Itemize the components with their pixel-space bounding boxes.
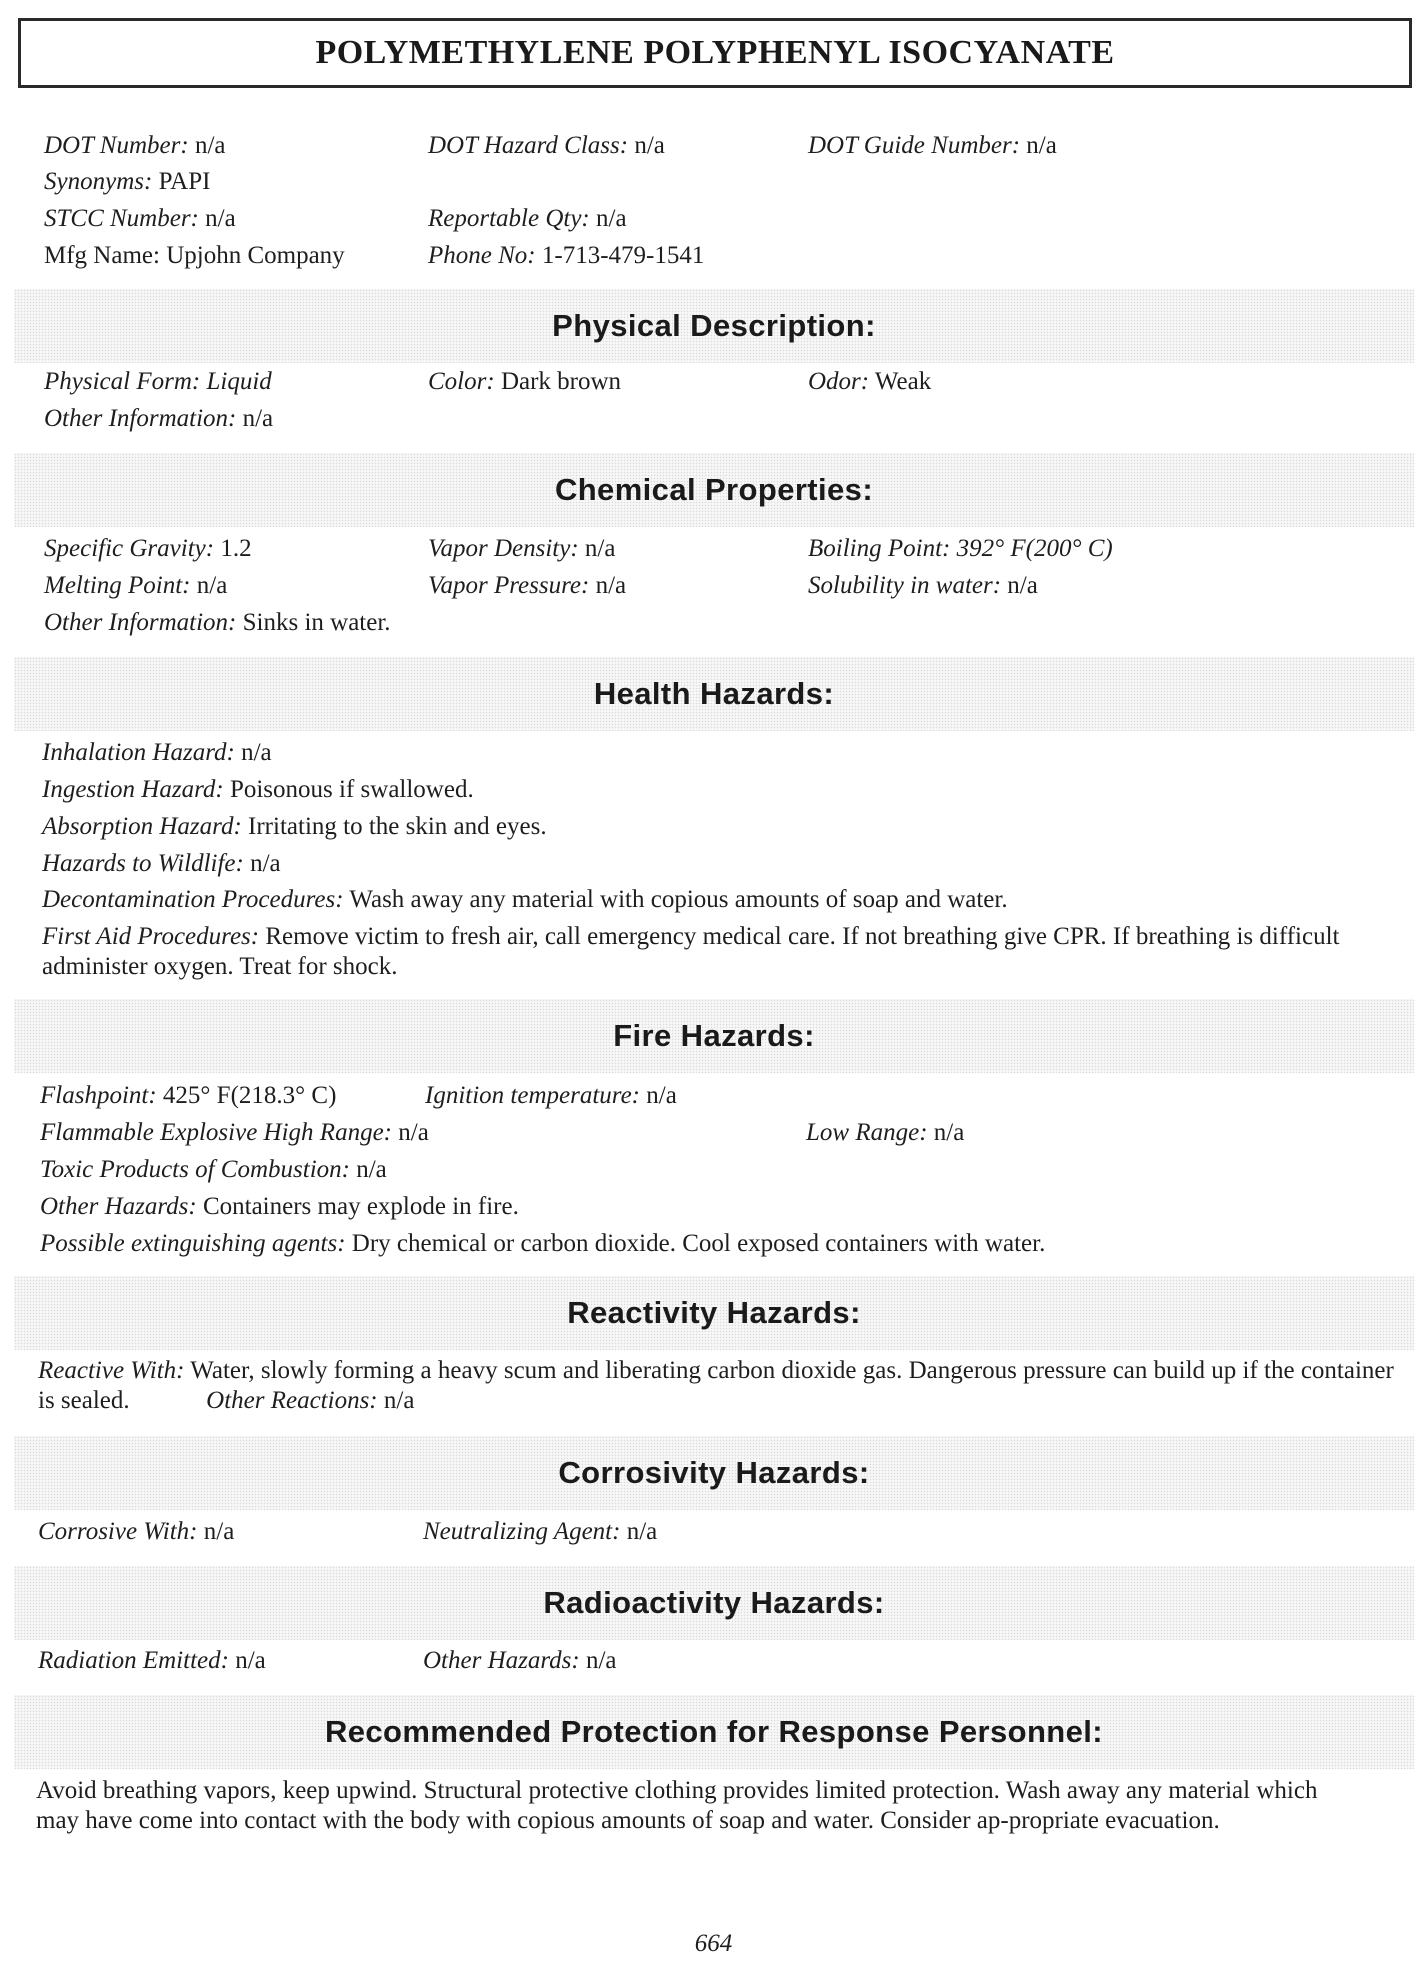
radioactivity-other-hazards-field [423, 1646, 617, 1676]
stcc-number-label: STCC Number: [44, 205, 199, 232]
first-aid-field [42, 922, 1402, 982]
reportable-qty-label: Reportable Qty: [428, 205, 590, 232]
synonyms-field [44, 167, 210, 197]
dot-hazard-class-field [428, 131, 665, 161]
vapor-pressure-value: n/a [595, 572, 627, 599]
toxic-products-field [40, 1155, 387, 1185]
dot-hazard-class-value: n/a [634, 132, 665, 159]
toxic-products-label: Toxic Products of Combustion: [40, 1156, 350, 1183]
reportable-qty-field [428, 204, 627, 234]
ingestion-hazard-label: Ingestion Hazard: [42, 776, 224, 803]
dot-guide-number-label: DOT Guide Number: [808, 132, 1021, 159]
low-range-label: Low Range: [806, 1119, 928, 1146]
flashpoint-label: Flashpoint: [40, 1082, 157, 1109]
stcc-number-value: n/a [205, 205, 236, 232]
boiling-point-label: Boiling Point: 392° F(200° C) [808, 535, 1113, 562]
reactivity-hazards-heading-band [14, 1276, 1414, 1350]
health-hazards-heading-band [14, 657, 1414, 731]
vapor-density-label: Vapor Density: [428, 535, 579, 562]
chemical-other-info-value: Sinks in water. [242, 609, 391, 636]
odor-label: Odor: [808, 368, 870, 395]
reactive-with-field [38, 1356, 1400, 1416]
inhalation-hazard-label: Inhalation Hazard: [42, 739, 235, 766]
corrosive-with-value: n/a [203, 1518, 235, 1545]
odor-field [808, 367, 931, 397]
melting-point-value: n/a [196, 572, 228, 599]
title-box [18, 18, 1412, 88]
neutralizing-agent-value: n/a [626, 1518, 658, 1545]
radioactivity-other-hazards-label: Other Hazards: [423, 1647, 580, 1674]
color-value: Dark brown [500, 368, 622, 395]
low-range-field [806, 1118, 964, 1148]
toxic-products-value: n/a [356, 1156, 387, 1183]
dot-guide-number-value: n/a [1026, 132, 1057, 159]
physical-form-label: Physical Form: Liquid [44, 368, 272, 395]
radiation-emitted-field [38, 1646, 266, 1676]
physical-description-heading: Physical Description: [552, 308, 876, 343]
melting-point-label: Melting Point: [44, 572, 191, 599]
fire-other-hazards-value: Containers may explode in fire. [202, 1193, 519, 1220]
mfg-name-field [44, 241, 345, 271]
decontamination-field [42, 885, 1008, 915]
radioactivity-other-hazards-value: n/a [585, 1647, 617, 1674]
corrosive-with-label: Corrosive With: [38, 1518, 198, 1545]
page-number: 664 [694, 1930, 733, 1957]
health-hazards-heading: Health Hazards: [593, 676, 835, 711]
wildlife-hazard-field [42, 849, 281, 879]
vapor-density-field [428, 534, 615, 564]
reportable-qty-value: n/a [596, 205, 627, 232]
absorption-hazard-value: Irritating to the skin and eyes. [248, 813, 547, 840]
melting-point-field [44, 571, 227, 601]
specific-gravity-field [44, 534, 252, 564]
decontamination-label: Decontamination Procedures: [42, 886, 344, 913]
page-title: POLYMETHYLENE POLYPHENYL ISOCYANATE [315, 34, 1115, 71]
corrosivity-hazards-heading: Corrosivity Hazards: [558, 1455, 870, 1490]
wildlife-hazard-label: Hazards to Wildlife: [42, 850, 244, 877]
fire-hazards-heading-band [14, 999, 1414, 1073]
ignition-temperature-field [425, 1081, 677, 1111]
protection-heading: Recommended Protection for Response Personnel: [324, 1714, 1104, 1749]
physical-other-info-label: Other Information: [44, 405, 237, 432]
other-reactions-value: n/a [383, 1387, 415, 1414]
decontamination-value: Wash away any material with copious amounts of soap and water. [349, 886, 1008, 913]
ignition-temperature-value: n/a [646, 1082, 677, 1109]
specific-gravity-value: 1.2 [220, 535, 252, 562]
radiation-emitted-value: n/a [235, 1647, 266, 1674]
boiling-point-field [808, 534, 1113, 564]
first-aid-label: First Aid Procedures: [42, 923, 260, 950]
solubility-label: Solubility in water: [808, 572, 1002, 599]
dot-number-value: n/a [194, 132, 226, 159]
vapor-density-value: n/a [584, 535, 616, 562]
extinguishing-agents-label: Possible extinguishing agents: [40, 1230, 346, 1257]
flashpoint-field [40, 1081, 336, 1111]
physical-other-info-field [44, 404, 273, 434]
radiation-emitted-label: Radiation Emitted: [38, 1647, 229, 1674]
phone-no-value: 1-713-479-1541 [541, 242, 705, 269]
low-range-value: n/a [933, 1119, 965, 1146]
dot-guide-number-field [808, 131, 1057, 161]
reactive-with-value: Water, slowly forming a heavy scum and liberating carbon dioxide gas. Dangerous pressure can build up if the container is sealed. [38, 1357, 1394, 1414]
dot-number-label: DOT Number: [44, 132, 189, 159]
synonyms-value: PAPI [158, 168, 211, 195]
neutralizing-agent-field [423, 1517, 657, 1547]
corrosive-with-field [38, 1517, 234, 1547]
solubility-field [808, 571, 1038, 601]
specific-gravity-label: Specific Gravity: [44, 535, 215, 562]
protection-heading-band [14, 1695, 1414, 1769]
fire-other-hazards-label: Other Hazards: [40, 1193, 197, 1220]
chemical-properties-heading-band [14, 453, 1414, 527]
chemical-other-info-label: Other Information: [44, 609, 237, 636]
inhalation-hazard-field [42, 738, 272, 768]
color-field [428, 367, 621, 397]
corrosivity-hazards-heading-band [14, 1436, 1414, 1510]
odor-value: Weak [874, 368, 932, 395]
color-label: Color: [428, 368, 495, 395]
physical-other-info-value: n/a [242, 405, 274, 432]
synonyms-label: Synonyms: [44, 168, 153, 195]
other-reactions-label: Other Reactions: [206, 1387, 378, 1414]
extinguishing-agents-field [40, 1229, 1045, 1259]
high-range-value: n/a [398, 1119, 429, 1146]
reactive-with-label: Reactive With: [38, 1357, 185, 1384]
high-range-field [40, 1118, 429, 1148]
protection-text: Avoid breathing vapors, keep upwind. Structural protective clothing provides limited protection. Wash away any material which may have come into contact with the body with copious amounts of soap and water. Consider ap-propriate evacuation. [36, 1777, 1318, 1834]
mfg-name-value: Upjohn Company [166, 242, 345, 269]
ignition-temperature-label: Ignition temperature: [425, 1082, 641, 1109]
chemical-other-info-field [44, 608, 391, 638]
wildlife-hazard-value: n/a [250, 850, 281, 877]
physical-description-heading-band [14, 289, 1414, 363]
dot-number-field [44, 131, 226, 161]
stcc-number-field [44, 204, 236, 234]
fire-other-hazards-field [40, 1192, 519, 1222]
absorption-hazard-label: Absorption Hazard: [42, 813, 242, 840]
neutralizing-agent-label: Neutralizing Agent: [423, 1518, 621, 1545]
vapor-pressure-label: Vapor Pressure: [428, 572, 590, 599]
vapor-pressure-field [428, 571, 626, 601]
first-aid-value: Remove victim to fresh air, call emergency medical care. If not breathing give CPR. If breathing is difficult administer oxygen. Treat for shock. [42, 923, 1340, 980]
radioactivity-hazards-heading: Radioactivity Hazards: [543, 1585, 885, 1620]
phone-no-label: Phone No: [428, 242, 536, 269]
radioactivity-hazards-heading-band [14, 1566, 1414, 1640]
physical-form-field [44, 367, 272, 397]
solubility-value: n/a [1007, 572, 1038, 599]
phone-no-field [428, 241, 704, 271]
flashpoint-value: 425° F(218.3° C) [162, 1082, 337, 1109]
dot-hazard-class-label: DOT Hazard Class: [428, 132, 629, 159]
mfg-name-label: Mfg Name: [44, 242, 160, 269]
fire-hazards-heading: Fire Hazards: [613, 1018, 815, 1053]
reactivity-hazards-heading: Reactivity Hazards: [567, 1295, 861, 1330]
extinguishing-agents-value: Dry chemical or carbon dioxide. Cool exposed containers with water. [351, 1230, 1046, 1257]
ingestion-hazard-field [42, 775, 474, 805]
chemical-properties-heading: Chemical Properties: [554, 472, 874, 507]
ingestion-hazard-value: Poisonous if swallowed. [229, 776, 474, 803]
high-range-label: Flammable Explosive High Range: [40, 1119, 392, 1146]
inhalation-hazard-value: n/a [241, 739, 272, 766]
absorption-hazard-field [42, 812, 547, 842]
